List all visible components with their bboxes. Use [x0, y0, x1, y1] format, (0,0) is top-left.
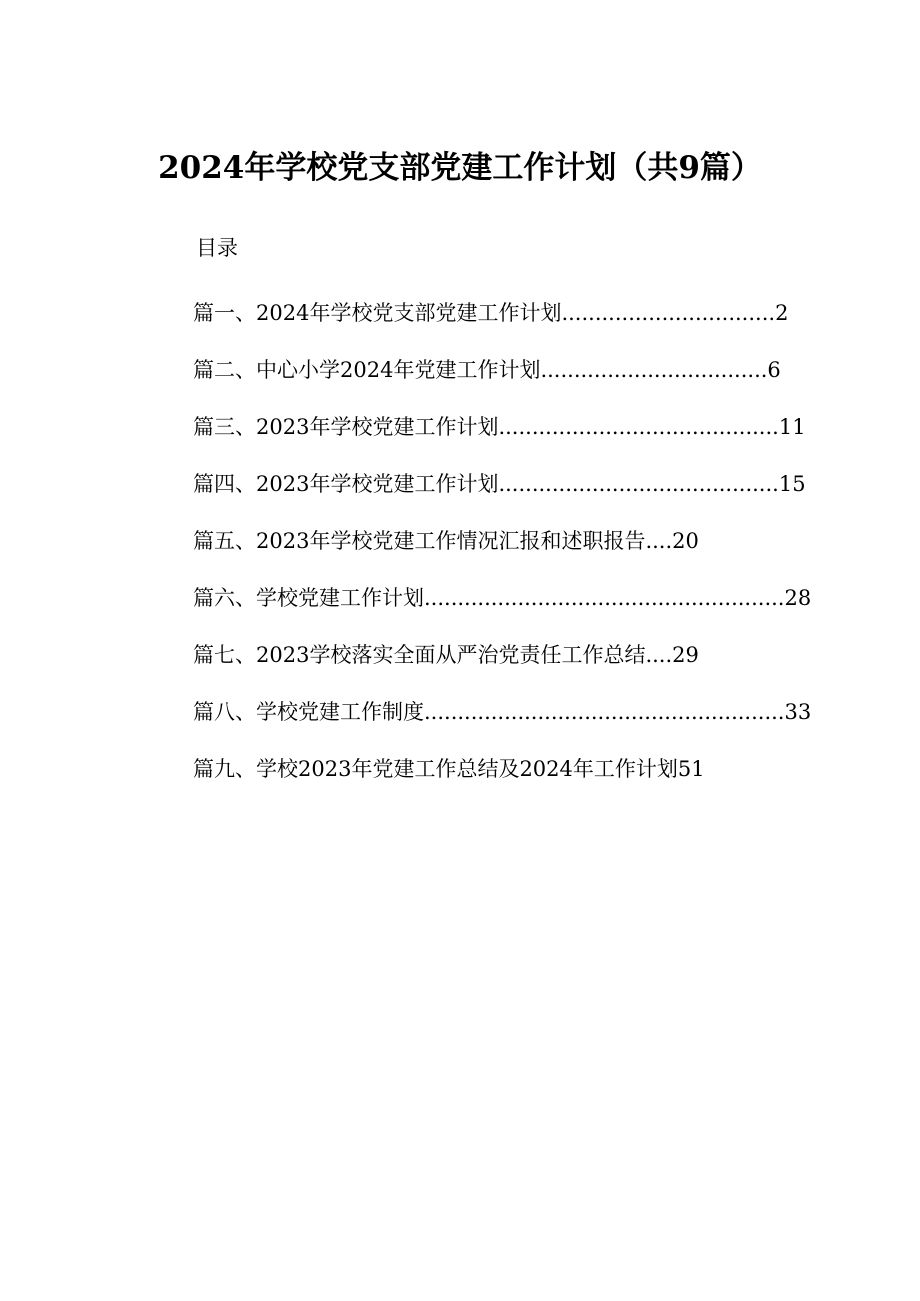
toc-entry-title: 篇三、2023年学校党建工作计划	[193, 414, 499, 439]
toc-leader-dots: ......................................................	[424, 699, 785, 724]
table-of-contents	[193, 284, 811, 797]
toc-leader-dots: ....	[645, 528, 673, 553]
toc-entry-2[interactable]	[193, 341, 811, 398]
toc-page-number: 15	[778, 471, 806, 496]
toc-entry-title: 篇七、2023学校落实全面从严治党责任工作总结	[193, 642, 646, 667]
toc-page-number: 2	[775, 300, 789, 325]
toc-entry-1[interactable]	[193, 284, 811, 341]
toc-page-number: 28	[784, 585, 812, 610]
toc-entry-6[interactable]	[193, 569, 811, 626]
toc-page-number: 33	[784, 699, 812, 724]
toc-leader-dots: ..........................................	[498, 471, 779, 496]
toc-heading: 目录	[196, 236, 238, 260]
toc-entry-title: 篇五、2023年学校党建工作情况汇报和述职报告	[193, 528, 646, 553]
toc-leader-dots: ......................................................	[424, 585, 785, 610]
toc-entry-title: 篇二、中心小学2024年党建工作计划	[193, 357, 541, 382]
toc-entry-title: 篇九、学校2023年党建工作总结及2024年工作计划	[193, 756, 678, 781]
toc-leader-dots: ..................................	[540, 357, 768, 382]
toc-entry-title: 篇一、2024年学校党支部党建工作计划	[193, 300, 562, 325]
toc-entry-9[interactable]	[193, 740, 811, 797]
toc-page-number: 29	[672, 642, 699, 667]
toc-page-number: 20	[672, 528, 699, 553]
toc-entry-title: 篇四、2023年学校党建工作计划	[193, 471, 499, 496]
toc-leader-dots: ................................	[561, 300, 776, 325]
toc-page-number: 6	[767, 357, 781, 382]
toc-entry-7[interactable]	[193, 626, 811, 683]
toc-entry-3[interactable]	[193, 398, 811, 455]
toc-entry-title: 篇六、学校党建工作计划	[193, 585, 424, 610]
toc-entry-4[interactable]	[193, 455, 811, 512]
toc-page-number: 11	[778, 414, 806, 439]
document-title: 2024年学校党支部党建工作计划（共9篇）	[158, 150, 762, 186]
toc-entry-8[interactable]	[193, 683, 811, 740]
toc-leader-dots: ..........................................	[498, 414, 779, 439]
toc-entry-title: 篇八、学校党建工作制度	[193, 699, 424, 724]
toc-entry-5[interactable]	[193, 512, 811, 569]
toc-leader-dots: ....	[645, 642, 673, 667]
toc-page-number: 51	[677, 756, 705, 781]
